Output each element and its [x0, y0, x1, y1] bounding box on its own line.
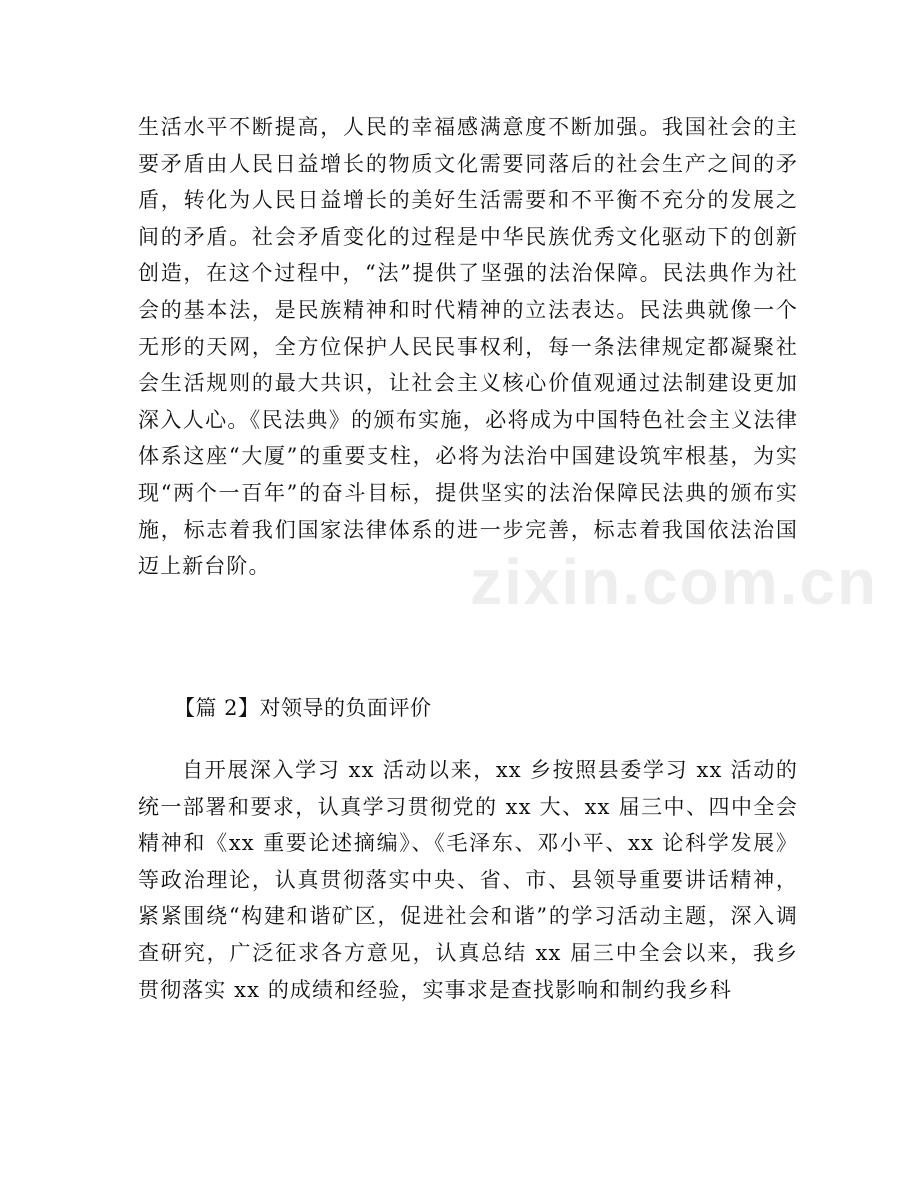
paragraph-2: 自开展深入学习 xx 活动以来，xx 乡按照县委学习 xx 活动的统一部署和要求，认真学习贯彻党的 xx 大、xx 届三中、四中全会精神和《xx 重要论述摘编》、《毛泽东、邓小平、xx 论科学发展》等政治理论，认真贯彻落实中央、省、市、县领导重要讲话精神，紧紧围绕“构建和谐矿区，促进社会和谐”的学习活动主题，深入调查研究，广泛征求各方意见，认真总结 xx 届三中全会以来，我乡贯彻落实 xx 的成绩和经验，实事求是查找影响和制约我乡科 [138, 758, 798, 1002]
body-text-block-1 [138, 109, 798, 585]
body-text-block-2 [138, 752, 798, 1008]
paragraph-1: 生活水平不断提高，人民的幸福感满意度不断加强。我国社会的主要矛盾由人民日益增长的物质文化需要同落后的社会生产之间的矛盾，转化为人民日益增长的美好生活需要和不平衡不充分的发展之间的矛盾。社会矛盾变化的过程是中华民族优秀文化驱动下的创新创造，在这个过程中，“法”提供了坚强的法治保障。民法典作为社会的基本法，是民族精神和时代精神的立法表达。民法典就像一个无形的天网，全方位保护人民民事权利，每一条法律规定都凝聚社会生活规则的最大共识，让社会主义核心价值观通过法制建设更加深入人心。《民法典》的颁布实施，必将成为中国特色社会主义法律体系这座“大厦”的重要支柱，必将为法治中国建设筑牢根基，为实现“两个一百年”的奋斗目标，提供坚实的法治保障民法典的颁布实施，标志着我们国家法律体系的进一步完善，标志着我国依法治国迈上新台阶。 [138, 115, 798, 579]
section-heading: 【篇 2】对领导的负面评价 [174, 696, 432, 720]
watermark-text: zixin.com.cn [470, 546, 879, 618]
